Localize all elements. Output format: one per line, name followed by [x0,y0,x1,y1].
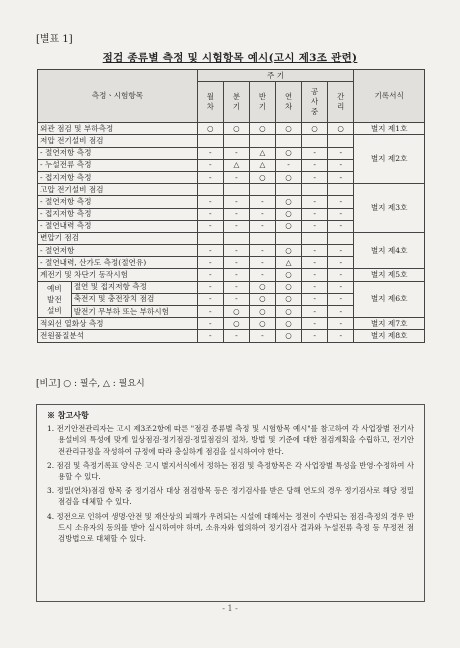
period-mark: - [328,171,354,183]
period-mark: - [302,147,328,159]
period-mark: ○ [276,220,302,232]
period-mark: - [328,147,354,159]
row-item: 계전기 및 차단기 동작시험 [38,269,198,281]
table-row [38,123,425,135]
period-mark: ○ [276,293,302,305]
row-item: 고압 전기설비 점검 [38,184,198,196]
period-mark: - [328,293,354,305]
period-mark: ○ [223,306,249,318]
row-item: - 절연저항 [38,245,198,257]
period-mark [302,232,328,244]
document-title-text: 점검 종류별 측정 및 시험항목 예시(고시 제3조 관련) [102,52,358,64]
period-mark: - [197,208,223,220]
period-mark: - [223,293,249,305]
row-item: 절연 및 접지저항 측정 [71,281,197,293]
header-form: 기록서식 [354,70,425,123]
period-mark: - [328,306,354,318]
header-period-4: 공 사 중 [302,82,328,123]
header-period-5: 간 리 [328,82,354,123]
row-form: 별지 제2호 [354,135,425,184]
period-mark: - [223,281,249,293]
period-mark: ○ [223,123,249,135]
period-mark [223,135,249,147]
period-mark [197,135,223,147]
period-mark: - [223,257,249,269]
table-row [38,135,425,147]
period-mark: - [249,196,275,208]
note-item: 1. 전기안전관리자는 고시 제3조2항에 따른 "점검 종류별 측정 및 시험항목 예시"를 참고하여 각 사업장별 전기사용설비의 특성에 맞게 일상점검·정기점검·정밀점검의 절차, 방법 및 기준에 대한 점검계획을 수립하고, 전기안전관리규정을 작성하여 규정에 따라 충실하게 점검을 실시하여야 한다. [47,424,414,456]
row-item: - 절연저항 측정 [38,196,198,208]
period-mark: ○ [328,123,354,135]
period-mark: - [302,245,328,257]
period-mark: - [197,318,223,330]
period-mark: - [328,318,354,330]
page-number: - 1 - [222,604,238,613]
period-mark [276,184,302,196]
period-mark: ○ [249,171,275,183]
period-mark: - [197,330,223,342]
header-period-2: 반 기 [249,82,275,123]
period-mark [276,135,302,147]
row-form: 별지 제3호 [354,184,425,233]
period-mark [249,184,275,196]
period-mark [328,135,354,147]
period-mark [249,232,275,244]
period-mark: ○ [276,208,302,220]
period-mark: - [302,318,328,330]
row-form: 별지 제8호 [354,330,425,342]
period-mark: - [197,171,223,183]
period-mark: ○ [276,269,302,281]
period-mark: - [197,245,223,257]
period-mark [328,184,354,196]
period-mark: - [328,196,354,208]
row-item: 전원품질분석 [38,330,198,342]
period-mark: - [197,281,223,293]
period-mark: - [197,293,223,305]
note-item: 2. 점검 및 측정기록표 양식은 고시 별지서식에서 정하는 점검 및 측정항목은 각 사업장별 특성을 반영·수정하여 사용할 수 있다. [47,460,414,482]
row-form: 별지 제6호 [354,281,425,318]
period-mark [249,135,275,147]
period-mark: - [302,330,328,342]
period-mark: ○ [249,123,275,135]
period-mark [197,232,223,244]
period-mark: - [302,257,328,269]
header-period-3: 연 차 [276,82,302,123]
period-mark: - [249,220,275,232]
inspection-table [37,69,425,343]
header-period: 주 기 [197,70,354,82]
period-mark: △ [223,159,249,171]
row-item: - 누설전류 측정 [38,159,198,171]
period-mark: ○ [276,330,302,342]
period-mark: - [249,208,275,220]
period-mark: ○ [276,306,302,318]
period-mark: - [223,147,249,159]
row-item: - 접지저항 측정 [38,208,198,220]
period-mark: - [249,269,275,281]
period-mark: - [328,245,354,257]
period-mark: - [223,245,249,257]
notes-list [47,423,414,544]
period-mark: ○ [276,281,302,293]
row-item: - 접지저항 측정 [38,171,198,183]
period-mark [276,232,302,244]
table-row [38,281,425,293]
note-item: 4. 정전으로 인하여 생명·안전 및 재산상의 피해가 우려되는 시설에 대해서는 정전이 수반되는 점검·측정의 경우 반드시 소유자의 동의를 받아 실시하여야 하며, 소유자와 협의하여 정기검사 결과와 누설전류 측정 등 무정전 점검방법으로 대체할 수 있다. [47,511,414,544]
header-row [38,70,425,82]
header-item: 측정ㆍ시험항목 [38,70,198,123]
period-mark: - [302,196,328,208]
period-mark: - [197,220,223,232]
appendix-label: [별표 1] [36,34,73,45]
period-mark: - [223,220,249,232]
period-mark: - [302,293,328,305]
period-mark: ○ [197,123,223,135]
row-item: - 절연저항 측정 [38,147,198,159]
row-item: 저압 전기설비 점검 [38,135,198,147]
period-mark: - [302,171,328,183]
table-row [38,184,425,196]
row-form: 별지 제5호 [354,269,425,281]
period-mark: ○ [276,123,302,135]
row-item: 변압기 점검 [38,232,198,244]
row-form: 별지 제4호 [354,232,425,269]
period-mark: ○ [302,123,328,135]
period-mark: - [302,281,328,293]
period-mark: - [328,220,354,232]
period-mark [328,232,354,244]
period-mark [223,184,249,196]
period-mark: - [197,257,223,269]
period-mark: - [197,147,223,159]
period-mark: - [197,196,223,208]
period-mark: ○ [276,147,302,159]
period-mark [302,184,328,196]
header-period-1: 분 기 [223,82,249,123]
period-mark: - [223,171,249,183]
table-row [38,232,425,244]
note-item: 3. 정밀(연차)점검 항목 중 정기검사 대상 점검항목 등은 정기검사를 받은 당해 연도의 경우 정기검사로 해당 정밀점검을 대체할 수 있다. [47,486,414,507]
period-mark: - [249,330,275,342]
period-mark: - [302,159,328,171]
period-mark: - [302,220,328,232]
period-mark: - [276,159,302,171]
remark-text: [비고] ○ : 필수, △ : 필요시 [36,379,145,389]
row-item: 축전지 및 충전장치 점검 [71,293,197,305]
period-mark: - [328,257,354,269]
notes-box [36,404,425,602]
document-title [0,50,460,65]
period-mark: ○ [276,245,302,257]
period-mark: △ [276,257,302,269]
period-mark: ○ [276,171,302,183]
period-mark: - [223,330,249,342]
table-row [38,330,425,342]
period-mark: ○ [249,318,275,330]
period-mark: ○ [249,293,275,305]
period-mark: △ [249,159,275,171]
period-mark [197,184,223,196]
table-row [38,318,425,330]
period-mark: - [302,306,328,318]
period-mark: ○ [249,306,275,318]
period-mark: △ [249,147,275,159]
period-mark: ○ [276,318,302,330]
period-mark: ○ [223,318,249,330]
row-item: 외관 점검 및 부하측정 [38,123,198,135]
period-mark: - [328,208,354,220]
row-item: - 절연내력 측정 [38,220,198,232]
period-mark: - [328,330,354,342]
period-mark: - [197,159,223,171]
period-mark: - [223,269,249,281]
period-mark: ○ [249,281,275,293]
row-item: 적외선 열화상 측정 [38,318,198,330]
period-mark: - [328,159,354,171]
period-mark: - [249,257,275,269]
period-mark: ○ [276,196,302,208]
period-mark: - [328,281,354,293]
row-item: - 절연내력, 산가도 측정(절연유) [38,257,198,269]
period-mark: - [223,196,249,208]
period-mark: - [302,269,328,281]
period-mark [223,232,249,244]
period-mark: - [197,269,223,281]
period-mark [302,135,328,147]
table-row [38,269,425,281]
notes-title: ※ 참고사항 [47,410,89,420]
header-period-0: 월 차 [197,82,223,123]
period-mark: - [197,306,223,318]
row-form: 별지 제1호 [354,123,425,135]
gen-label: 예비 발전 설비 [38,281,72,318]
period-mark: - [302,208,328,220]
row-form: 별지 제7호 [354,318,425,330]
row-item: 발전기 무부하 또는 부하시험 [71,306,197,318]
period-mark: - [249,245,275,257]
period-mark: - [328,269,354,281]
period-mark: - [223,208,249,220]
